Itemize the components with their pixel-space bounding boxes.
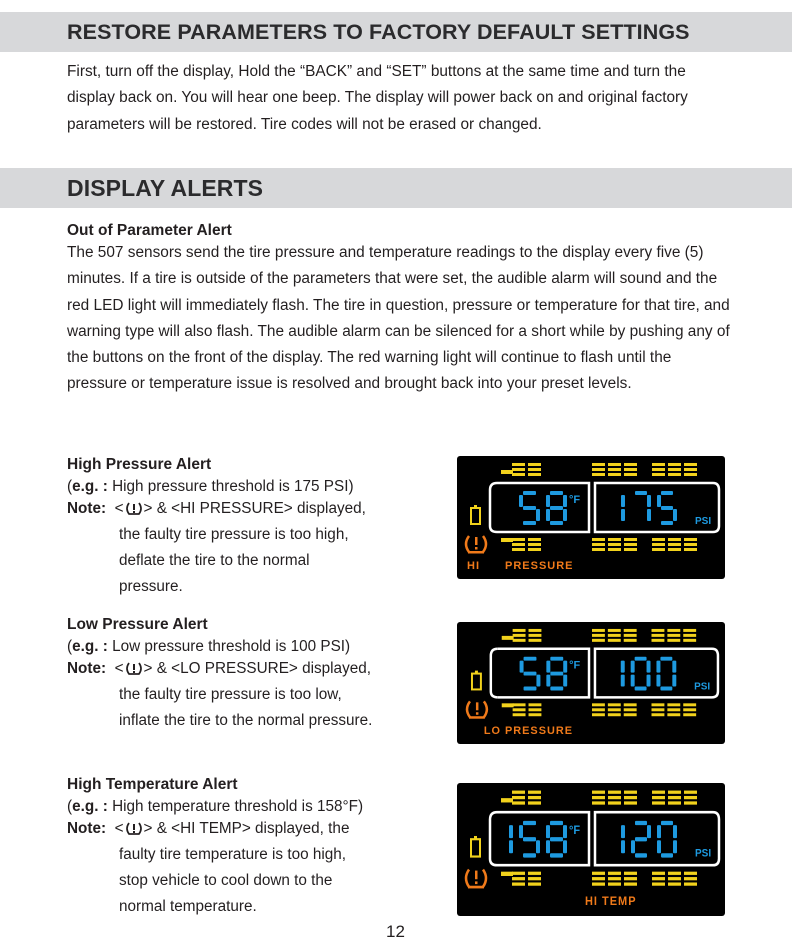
tire-bar-segment xyxy=(528,796,541,799)
lcd-segment xyxy=(523,506,536,510)
lcd-segment xyxy=(672,675,676,687)
tire-bar-segment xyxy=(608,801,621,804)
alert-note: Note: < > & <LO PRESSURE> displayed, xyxy=(67,660,371,677)
tire-bar-segment xyxy=(592,548,605,551)
alert-note-line: the faulty tire pressure is too low, xyxy=(119,686,342,703)
lcd-segment xyxy=(550,686,563,690)
alert-label: HI TEMP xyxy=(585,895,637,909)
tire-bar-segment xyxy=(668,543,681,546)
lcd-segment xyxy=(672,661,676,673)
tire-bar-segment xyxy=(592,543,605,546)
tire-bar-segment xyxy=(608,538,621,541)
tire-bar-segment xyxy=(512,882,525,885)
lcd-segment xyxy=(631,840,635,853)
tire-bar-segment xyxy=(512,796,525,799)
lcd-segment xyxy=(524,672,537,676)
tire-warning-icon xyxy=(466,536,486,554)
tire-bar-segment xyxy=(684,801,697,804)
tire-bar-segment xyxy=(528,463,541,466)
battery-icon xyxy=(474,505,477,508)
tire-bar-segment xyxy=(592,629,605,632)
lcd-segment xyxy=(550,837,563,841)
alert-note-line: inflate the tire to the normal pressure. xyxy=(119,712,373,729)
tire-bar-segment xyxy=(513,713,526,716)
lcd-segment xyxy=(546,509,550,521)
lcd-segment xyxy=(550,491,563,495)
lcd-frame xyxy=(497,483,589,532)
tire-bar-segment xyxy=(608,703,621,706)
tire-bar-segment xyxy=(592,796,605,799)
tire-bar-segment xyxy=(512,468,525,471)
lcd-frame xyxy=(490,812,497,865)
lcd-segment xyxy=(635,657,647,661)
tire-bar-segment xyxy=(608,639,621,642)
lcd-segment xyxy=(621,495,625,507)
battery-icon xyxy=(471,839,480,856)
alert-title: Low Pressure Alert xyxy=(67,616,208,633)
tire-bar-segment xyxy=(624,639,637,642)
tire-bar-segment xyxy=(624,543,637,546)
tire-bar-segment xyxy=(684,872,697,875)
tire-bar-segment xyxy=(668,473,681,476)
temperature-value xyxy=(509,821,567,858)
pressure-value xyxy=(621,657,677,691)
tire-bar-segment xyxy=(501,470,513,474)
alert-note-line: normal temperature. xyxy=(119,898,257,915)
tire-bar-segment xyxy=(528,877,541,880)
tire-bar-segment xyxy=(652,473,665,476)
tire-bar-segment xyxy=(592,538,605,541)
tire-bar-segment xyxy=(608,872,621,875)
tire-bar-segment xyxy=(608,629,621,632)
tire-bar-segment xyxy=(592,882,605,885)
pressure-value xyxy=(621,821,677,858)
lcd-segment xyxy=(563,495,567,507)
alert-example: (e.g. : Low pressure threshold is 100 PSI) xyxy=(67,638,351,655)
lcd-segment xyxy=(661,821,673,825)
out-of-parameter-title: Out of Parameter Alert xyxy=(67,222,232,239)
tire-bar-segment xyxy=(652,538,665,541)
tire-bar-segment xyxy=(528,801,541,804)
alert-note-line: faulty tire temperature is too high, xyxy=(119,846,347,863)
lcd-segment xyxy=(524,686,537,690)
tire-bar-segment xyxy=(683,713,696,716)
tire-bar-segment xyxy=(608,473,621,476)
alert-note: Note: < > & <HI PRESSURE> displayed, xyxy=(67,500,366,517)
tire-bar-segment xyxy=(668,872,681,875)
tire-bar-segment xyxy=(502,703,514,707)
tire-bar-segment xyxy=(501,872,513,876)
lcd-segment xyxy=(536,840,540,853)
tire-bar-segment xyxy=(608,634,621,637)
tire-bar-segment xyxy=(608,543,621,546)
pressure-value xyxy=(621,491,677,525)
tire-bar-segment xyxy=(608,877,621,880)
lcd-segment xyxy=(563,675,567,687)
tire-bar-segment xyxy=(513,708,526,711)
alert-note-line: the faulty tire pressure is too high, xyxy=(119,526,349,543)
alert-title: High Temperature Alert xyxy=(67,776,238,793)
tire-bar-segment xyxy=(667,708,680,711)
tire-bar-segment xyxy=(683,639,696,642)
lcd-segment xyxy=(550,672,563,676)
tire-bar-segment xyxy=(592,639,605,642)
temperature-value xyxy=(519,491,567,525)
tire-bar-segment xyxy=(667,713,680,716)
tire-bar-segment xyxy=(624,796,637,799)
tire-bar-segment xyxy=(592,801,605,804)
lcd-segment xyxy=(520,661,524,673)
tire-bar-segment xyxy=(683,703,696,706)
tire-bar-segment xyxy=(652,872,665,875)
tire-bar-segment xyxy=(624,538,637,541)
pressure-unit: PSI xyxy=(694,681,711,693)
tire-bar-segment xyxy=(652,629,665,632)
lcd-segment xyxy=(657,825,661,838)
tire-bar-segment xyxy=(501,798,513,802)
tire-bar-segment xyxy=(528,468,541,471)
lcd-segment xyxy=(657,840,661,853)
tire-bar-segment xyxy=(592,708,605,711)
lcd-segment xyxy=(635,837,647,841)
lcd-segment xyxy=(621,840,625,853)
lcd-segment xyxy=(546,675,550,687)
alert-example: (e.g. : High pressure threshold is 175 PSI) xyxy=(67,478,354,495)
lcd-segment xyxy=(563,840,567,853)
lcd-segment xyxy=(661,521,673,525)
tire-bar-segment xyxy=(668,801,681,804)
alert-note: Note: < > & <HI TEMP> displayed, the xyxy=(67,820,350,837)
lcd-segment xyxy=(647,509,651,521)
tire-bar-segment xyxy=(529,703,542,706)
tire-bar-segment xyxy=(529,629,542,632)
tire-bar-segment xyxy=(624,877,637,880)
lcd-segment xyxy=(635,491,647,495)
tire-bar-segment xyxy=(667,639,680,642)
lcd-segment xyxy=(550,821,563,825)
tire-bar-segment xyxy=(683,708,696,711)
lcd-segment xyxy=(621,509,625,521)
tire-bar-segment xyxy=(528,872,541,875)
tire-bar-segment xyxy=(652,703,665,706)
tire-bar-segment xyxy=(668,791,681,794)
tire-bar-segment xyxy=(624,882,637,885)
lcd-frame xyxy=(497,812,589,865)
tire-bar-segment xyxy=(684,791,697,794)
tire-bar-segment xyxy=(624,801,637,804)
tire-bar-segment xyxy=(608,468,621,471)
tire-bar-segment xyxy=(684,548,697,551)
tire-bar-segment xyxy=(684,468,697,471)
tire-warning-icon xyxy=(125,502,143,515)
tire-bar-segment xyxy=(684,882,697,885)
lcd-segment xyxy=(563,825,567,838)
temperature-unit: °F xyxy=(569,494,581,506)
tire-bar-segment xyxy=(668,882,681,885)
lcd-segment xyxy=(550,506,563,510)
lcd-segment xyxy=(647,495,651,507)
page-number: 12 xyxy=(386,922,405,941)
tire-bar-segment xyxy=(624,473,637,476)
lcd-segment xyxy=(661,506,673,510)
lcd-segment xyxy=(673,840,677,853)
tire-bar-segment xyxy=(512,872,525,875)
tire-bar-segment xyxy=(512,543,525,546)
alert-note-line: deflate the tire to the normal xyxy=(119,552,310,569)
tire-bar-segment xyxy=(624,713,637,716)
temperature-value xyxy=(520,657,568,691)
tire-bar-segment xyxy=(502,636,514,640)
lcd-segment xyxy=(546,840,550,853)
lcd-segment xyxy=(656,661,660,673)
lcd-segment xyxy=(635,686,647,690)
tire-bar-segment xyxy=(528,543,541,546)
tire-bar-segment xyxy=(592,473,605,476)
tire-bar-segment xyxy=(668,796,681,799)
tire-bar-segment xyxy=(529,639,542,642)
lcd-segment xyxy=(635,821,647,825)
tire-bar-segment xyxy=(668,538,681,541)
lcd-segment xyxy=(661,853,673,857)
lcd-segment xyxy=(635,853,647,857)
lcd-display-high-temperature xyxy=(457,783,725,916)
lcd-segment xyxy=(621,661,625,673)
section-heading-display-alerts: DISPLAY ALERTS xyxy=(0,168,792,208)
lcd-segment xyxy=(631,675,635,687)
tire-bar-segment xyxy=(652,796,665,799)
lcd-segment xyxy=(550,657,563,661)
tire-bar-segment xyxy=(684,877,697,880)
out-of-parameter-body: The 507 sensors send the tire pressure and temperature readings to the display every five (5) minutes. If a tire is outside of the parameters that were set, the audible alarm will sound and the red LED light will immediately flash. The tire in question, pressure or temperature for that tire, and warning type will also flash. The audible alarm can be silenced for a short while by pushing any of the buttons on the front of the display. The red warning light will continue to flash until the pressure or temperature issue is resolved and brought back into your preset levels. xyxy=(67,244,730,393)
tire-bar-segment xyxy=(683,629,696,632)
lcd-segment xyxy=(661,491,673,495)
lcd-segment xyxy=(536,675,540,687)
lcd-segment xyxy=(660,686,672,690)
tire-bar-segment xyxy=(684,796,697,799)
lcd-segment xyxy=(509,825,513,838)
lcd-segment xyxy=(546,661,550,673)
battery-icon xyxy=(474,836,477,839)
tire-bar-segment xyxy=(683,634,696,637)
alert-title: High Pressure Alert xyxy=(67,456,212,473)
lcd-segment xyxy=(660,657,672,661)
tire-bar-segment xyxy=(667,634,680,637)
tire-bar-segment xyxy=(624,463,637,466)
section-heading-restore: RESTORE PARAMETERS TO FACTORY DEFAULT SETTINGS xyxy=(0,12,792,52)
lcd-segment xyxy=(509,840,513,853)
tire-bar-segment xyxy=(529,634,542,637)
lcd-segment xyxy=(656,675,660,687)
lcd-segment xyxy=(673,825,677,838)
tire-bar-segment xyxy=(668,877,681,880)
tire-bar-segment xyxy=(592,634,605,637)
tire-bar-segment xyxy=(501,538,513,542)
tire-bar-segment xyxy=(608,548,621,551)
tire-bar-segment xyxy=(608,882,621,885)
tire-bar-segment xyxy=(512,538,525,541)
lcd-segment xyxy=(550,853,563,857)
tire-warning-icon xyxy=(467,701,487,718)
tire-bar-segment xyxy=(652,708,665,711)
tire-bar-segment xyxy=(624,791,637,794)
tire-bar-segment xyxy=(528,538,541,541)
tire-bar-segment xyxy=(608,796,621,799)
tire-bar-segment xyxy=(624,548,637,551)
lcd-segment xyxy=(673,509,677,521)
tire-bar-segment xyxy=(652,543,665,546)
tire-bar-segment xyxy=(667,703,680,706)
tire-bar-segment xyxy=(528,473,541,476)
tire-bar-segment xyxy=(512,791,525,794)
tire-bar-segment xyxy=(513,703,526,706)
alert-example: (e.g. : High temperature threshold is 158°F) xyxy=(67,798,364,815)
tire-bar-segment xyxy=(668,468,681,471)
lcd-frame xyxy=(498,649,589,698)
tire-bar-segment xyxy=(624,634,637,637)
tire-bar-segment xyxy=(592,713,605,716)
pressure-unit: PSI xyxy=(695,848,712,860)
tire-bar-segment xyxy=(624,708,637,711)
lcd-segment xyxy=(621,825,625,838)
tire-bar-segment xyxy=(512,877,525,880)
tire-bar-segment xyxy=(652,882,665,885)
lcd-segment xyxy=(523,837,536,841)
lcd-segment xyxy=(563,661,567,673)
tire-bar-segment xyxy=(624,872,637,875)
lcd-segment xyxy=(546,825,550,838)
tire-bar-segment xyxy=(652,463,665,466)
tire-bar-segment xyxy=(512,548,525,551)
battery-icon xyxy=(472,674,481,690)
tire-bar-segment xyxy=(528,882,541,885)
lcd-segment xyxy=(563,509,567,521)
lcd-segment xyxy=(523,821,536,825)
lcd-segment xyxy=(519,495,523,507)
lcd-segment xyxy=(523,521,536,525)
tire-bar-segment xyxy=(684,473,697,476)
tire-bar-segment xyxy=(652,634,665,637)
lcd-segment xyxy=(546,495,550,507)
alert-label: LO PRESSURE xyxy=(483,725,573,738)
tire-bar-segment xyxy=(608,463,621,466)
tire-bar-segment xyxy=(592,877,605,880)
tire-bar-segment xyxy=(512,473,525,476)
lcd-segment xyxy=(519,825,523,838)
lcd-segment xyxy=(621,675,625,687)
alert-label: PRESSURE xyxy=(505,560,574,572)
tire-bar-segment xyxy=(667,629,680,632)
tire-bar-segment xyxy=(592,791,605,794)
battery-icon xyxy=(471,508,480,524)
tire-bar-segment xyxy=(684,538,697,541)
alert-label-left: HI xyxy=(467,560,480,572)
tire-bar-segment xyxy=(652,548,665,551)
tire-bar-segment xyxy=(684,543,697,546)
tire-warning-icon xyxy=(125,662,143,675)
lcd-segment xyxy=(536,509,540,521)
tire-bar-segment xyxy=(652,801,665,804)
tire-bar-segment xyxy=(608,791,621,794)
tire-bar-segment xyxy=(592,468,605,471)
tire-bar-segment xyxy=(652,791,665,794)
tire-bar-segment xyxy=(624,468,637,471)
lcd-frame xyxy=(491,649,498,698)
lcd-segment xyxy=(523,853,536,857)
tire-bar-segment xyxy=(652,713,665,716)
temperature-unit: °F xyxy=(569,824,581,837)
tire-bar-segment xyxy=(592,463,605,466)
tire-bar-segment xyxy=(608,713,621,716)
tire-bar-segment xyxy=(652,639,665,642)
tire-warning-icon xyxy=(125,822,143,835)
lcd-segment xyxy=(647,825,651,838)
tire-bar-segment xyxy=(529,713,542,716)
battery-icon xyxy=(475,671,478,674)
lcd-segment xyxy=(550,521,563,525)
tire-bar-segment xyxy=(512,463,525,466)
tire-bar-segment xyxy=(528,791,541,794)
tire-bar-segment xyxy=(528,548,541,551)
tire-bar-segment xyxy=(684,463,697,466)
lcd-segment xyxy=(647,661,651,673)
tire-bar-segment xyxy=(608,708,621,711)
tire-bar-segment xyxy=(652,468,665,471)
lcd-segment xyxy=(524,657,537,661)
tire-bar-segment xyxy=(592,872,605,875)
tire-bar-segment xyxy=(668,463,681,466)
tire-bar-segment xyxy=(624,703,637,706)
restore-instructions: First, turn off the display, Hold the “BACK” and “SET” buttons at the same time and turn the display back on. You will hear one beep. The display will power back on and original factory parameters will be restored. Tire codes will not be erased or changed. xyxy=(67,63,688,133)
tire-bar-segment xyxy=(513,639,526,642)
tire-warning-icon xyxy=(466,870,486,889)
tire-bar-segment xyxy=(512,801,525,804)
lcd-segment xyxy=(657,495,661,507)
temperature-unit: °F xyxy=(569,659,581,672)
tire-bar-segment xyxy=(513,629,526,632)
tire-bar-segment xyxy=(624,629,637,632)
lcd-frame xyxy=(490,483,497,532)
tire-bar-segment xyxy=(652,877,665,880)
tire-bar-segment xyxy=(529,708,542,711)
tire-bar-segment xyxy=(592,703,605,706)
lcd-display-high-pressure xyxy=(457,456,725,579)
lcd-segment xyxy=(647,675,651,687)
lcd-segment xyxy=(523,491,536,495)
alert-note-line: stop vehicle to cool down to the xyxy=(119,872,333,889)
lcd-segment xyxy=(631,661,635,673)
pressure-unit: PSI xyxy=(695,516,712,527)
tire-bar-segment xyxy=(513,634,526,637)
lcd-display-low-pressure xyxy=(457,622,725,744)
tire-bar-segment xyxy=(668,548,681,551)
alert-note-line: pressure. xyxy=(119,578,183,595)
